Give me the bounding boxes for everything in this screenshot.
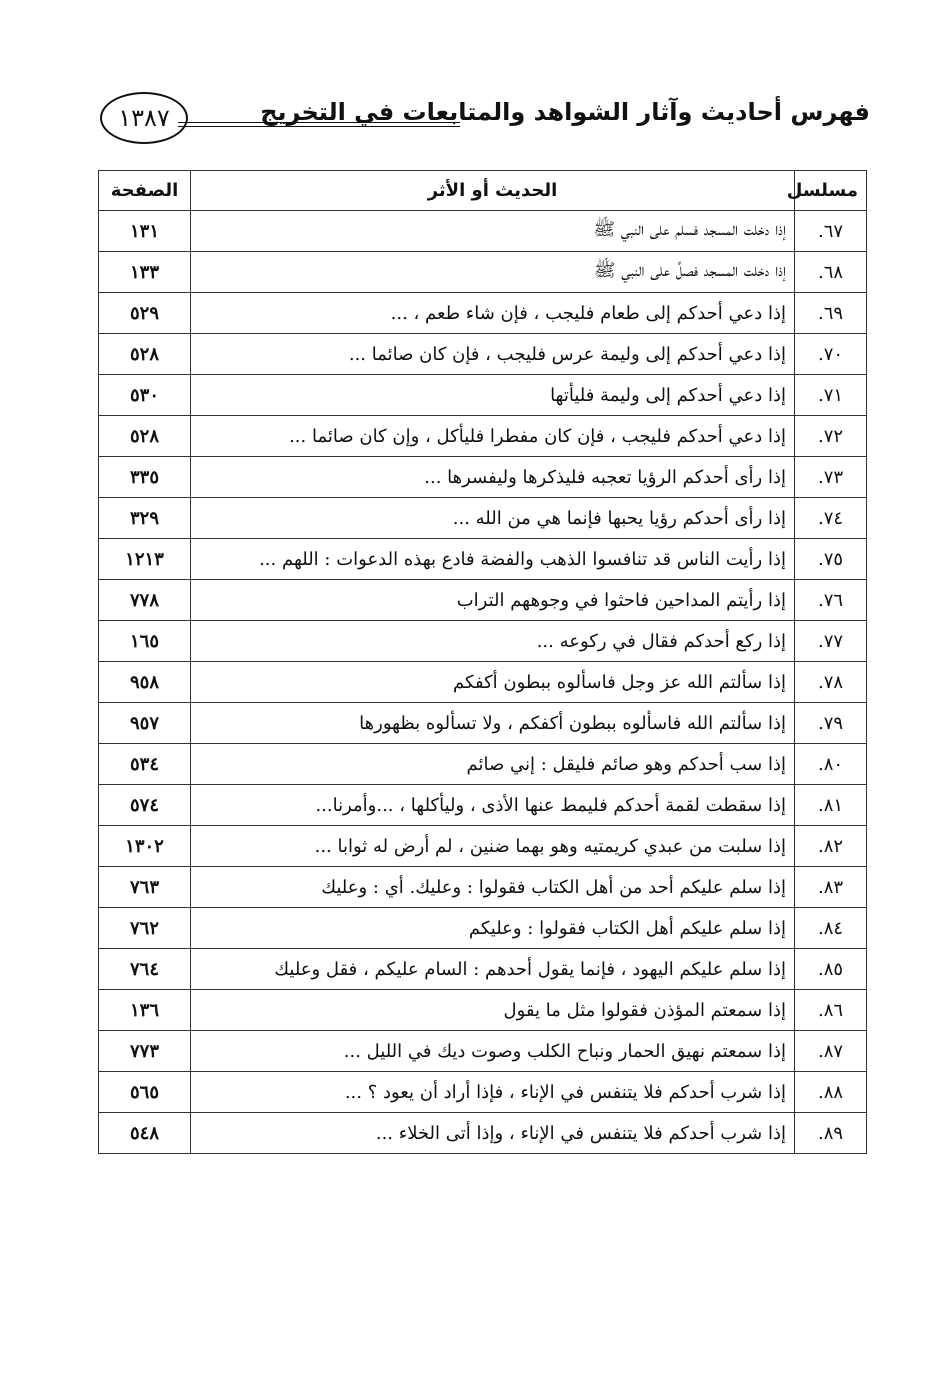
page-number: ١٣٨٧: [100, 92, 188, 144]
row-page: ٩٥٨: [99, 662, 191, 703]
row-serial: ٧٨.: [795, 662, 867, 703]
table-row: [99, 703, 867, 744]
row-text: إذا سلبت من عبدي كريمتيه وهو بهما ضنين ، لم أرض له ثوابا ...: [191, 826, 795, 867]
table-row: [99, 867, 867, 908]
table-row: [99, 580, 867, 621]
header-rule: [178, 122, 460, 123]
row-text: إذا سألتم الله فاسألوه ببطون أكفكم ، ولا تسألوه بظهورها: [191, 703, 795, 744]
table-row: [99, 826, 867, 867]
row-serial: ٦٨.: [795, 252, 867, 293]
table-row: [99, 211, 867, 252]
page-header: [100, 92, 870, 152]
row-page: ٥٦٥: [99, 1072, 191, 1113]
row-serial: ٧٤.: [795, 498, 867, 539]
row-serial: ٨١.: [795, 785, 867, 826]
row-page: ١٣٠٢: [99, 826, 191, 867]
row-text: إذا سب أحدكم وهو صائم فليقل : إني صائم: [191, 744, 795, 785]
row-serial: ٧٦.: [795, 580, 867, 621]
table-row: [99, 908, 867, 949]
table-row: [99, 621, 867, 662]
row-page: ٧٦٤: [99, 949, 191, 990]
row-page: ٧٧٨: [99, 580, 191, 621]
row-serial: ٧٥.: [795, 539, 867, 580]
table-row: [99, 539, 867, 580]
header-rule-second: [178, 126, 460, 127]
row-serial: ٦٧.: [795, 211, 867, 252]
row-text: إذا سلم عليكم أحد من أهل الكتاب فقولوا : وعليك. أي : وعليك: [191, 867, 795, 908]
row-page: ٥٢٨: [99, 416, 191, 457]
row-text: إذا رأى أحدكم الرؤيا تعجبه فليذكرها وليفسرها ...: [191, 457, 795, 498]
row-page: ٥٤٨: [99, 1113, 191, 1154]
table-row: [99, 1072, 867, 1113]
row-text: إذا سقطت لقمة أحدكم فليمط عنها الأذى ، وليأكلها ، ...وأمرنا...: [191, 785, 795, 826]
header-title: فهرس أحاديث وآثار الشواهد والمتابعات في التخريج: [260, 98, 870, 126]
row-page: ٧٦٢: [99, 908, 191, 949]
table-row: [99, 498, 867, 539]
row-page: ٣٢٩: [99, 498, 191, 539]
table-row: [99, 744, 867, 785]
row-page: ٥٣٤: [99, 744, 191, 785]
row-text: إذا ركع أحدكم فقال في ركوعه ...: [191, 621, 795, 662]
row-text: إذا دخلت المسجد فصلِّ على النبي ﷺ: [191, 252, 795, 293]
row-serial: ٨٨.: [795, 1072, 867, 1113]
row-page: ٧٧٣: [99, 1031, 191, 1072]
row-page: ٣٣٥: [99, 457, 191, 498]
table-row: [99, 293, 867, 334]
row-text: إذا شرب أحدكم فلا يتنفس في الإناء ، وإذا أتى الخلاء ...: [191, 1113, 795, 1154]
index-table: [98, 170, 867, 1154]
table-row: [99, 990, 867, 1031]
row-serial: ٨٠.: [795, 744, 867, 785]
row-serial: ٨٢.: [795, 826, 867, 867]
row-text: إذا دعي أحدكم فليجب ، فإن كان مفطرا فليأكل ، وإن كان صائما ...: [191, 416, 795, 457]
row-serial: ٨٦.: [795, 990, 867, 1031]
row-serial: ٧٩.: [795, 703, 867, 744]
row-serial: ٨٥.: [795, 949, 867, 990]
column-header-serial: مسلسل: [795, 171, 867, 211]
row-text: إذا دعي أحدكم إلى وليمة عرس فليجب ، فإن كان صائما ...: [191, 334, 795, 375]
row-page: ٥٣٠: [99, 375, 191, 416]
row-page: ٥٢٩: [99, 293, 191, 334]
row-page: ١٣١: [99, 211, 191, 252]
row-text: إذا سلم عليكم اليهود ، فإنما يقول أحدهم : السام عليكم ، فقل وعليك: [191, 949, 795, 990]
row-serial: ٧٣.: [795, 457, 867, 498]
row-text: إذا سلم عليكم أهل الكتاب فقولوا : وعليكم: [191, 908, 795, 949]
row-page: ١٢١٣: [99, 539, 191, 580]
row-text: إذا رأيت الناس قد تنافسوا الذهب والفضة فادع بهذه الدعوات : اللهم ...: [191, 539, 795, 580]
table-row: [99, 949, 867, 990]
table-row: [99, 457, 867, 498]
row-page: ١٣٦: [99, 990, 191, 1031]
row-serial: ٨٤.: [795, 908, 867, 949]
row-page: ٩٥٧: [99, 703, 191, 744]
table-row: [99, 375, 867, 416]
row-serial: ٧٠.: [795, 334, 867, 375]
table-row: [99, 334, 867, 375]
row-page: ٥٧٤: [99, 785, 191, 826]
table-row: [99, 416, 867, 457]
row-page: ١٦٥: [99, 621, 191, 662]
row-text: إذا رأيتم المداحين فاحثوا في وجوههم التراب: [191, 580, 795, 621]
row-serial: ٨٧.: [795, 1031, 867, 1072]
column-header-page: الصفحة: [99, 171, 191, 211]
row-serial: ٨٩.: [795, 1113, 867, 1154]
row-serial: ٦٩.: [795, 293, 867, 334]
table-row: [99, 662, 867, 703]
table-header-row: [99, 171, 867, 211]
row-text: إذا دخلت المسجد فسلم على النبي ﷺ: [191, 211, 795, 252]
row-text: إذا دعي أحدكم إلى طعام فليجب ، فإن شاء طعم ، ...: [191, 293, 795, 334]
row-page: ٧٦٣: [99, 867, 191, 908]
row-page: ٥٢٨: [99, 334, 191, 375]
table-row: [99, 785, 867, 826]
row-text: إذا شرب أحدكم فلا يتنفس في الإناء ، فإذا أراد أن يعود ؟ ...: [191, 1072, 795, 1113]
table-row: [99, 252, 867, 293]
row-text: إذا سألتم الله عز وجل فاسألوه ببطون أكفكم: [191, 662, 795, 703]
table-row: [99, 1113, 867, 1154]
table-body: [99, 211, 867, 1154]
row-text: إذا سمعتم المؤذن فقولوا مثل ما يقول: [191, 990, 795, 1031]
row-text: إذا دعي أحدكم إلى وليمة فليأتها: [191, 375, 795, 416]
row-serial: ٧٢.: [795, 416, 867, 457]
column-header-text: الحديث أو الأثر: [191, 171, 795, 211]
row-serial: ٨٣.: [795, 867, 867, 908]
row-serial: ٧٧.: [795, 621, 867, 662]
table-row: [99, 1031, 867, 1072]
row-text: إذا رأى أحدكم رؤيا يحبها فإنما هي من الله ...: [191, 498, 795, 539]
row-serial: ٧١.: [795, 375, 867, 416]
row-text: إذا سمعتم نهيق الحمار ونباح الكلب وصوت ديك في الليل ...: [191, 1031, 795, 1072]
row-page: ١٣٣: [99, 252, 191, 293]
